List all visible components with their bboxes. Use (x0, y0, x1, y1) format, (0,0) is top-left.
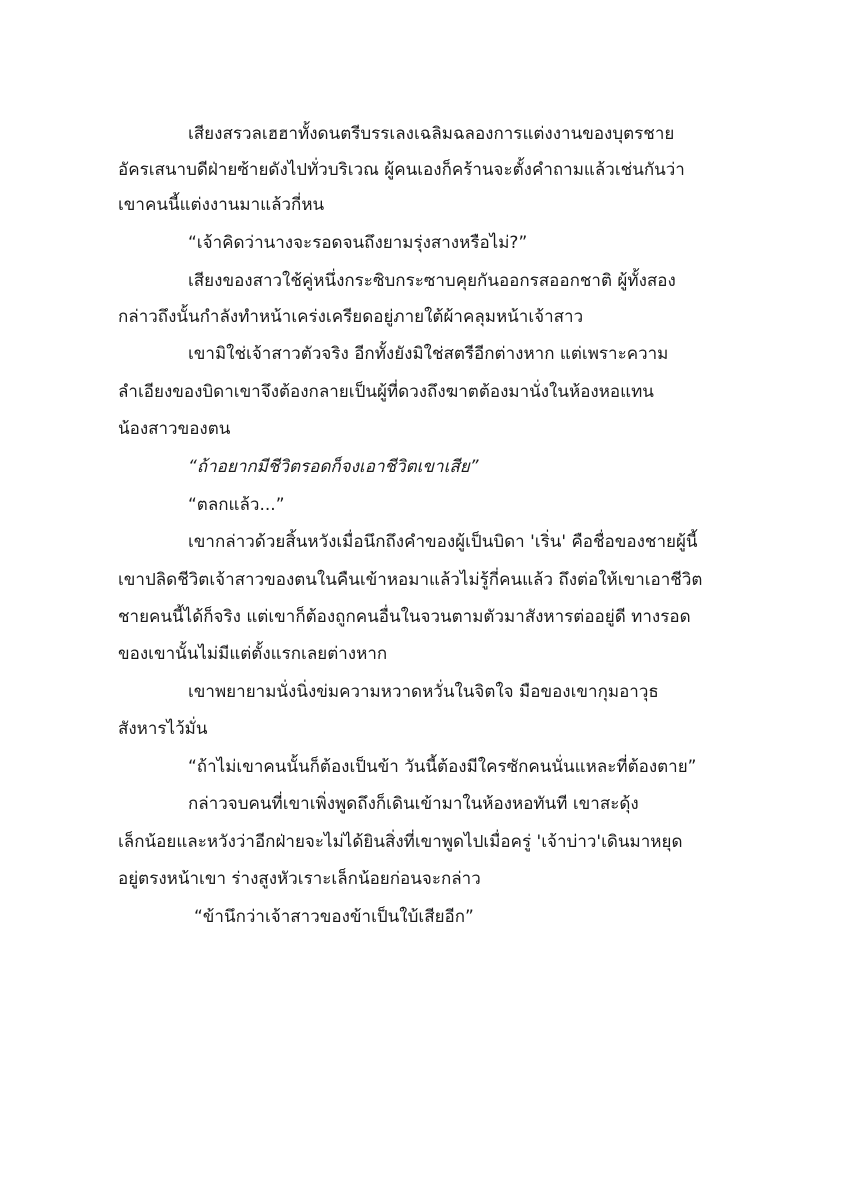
dialogue-line: “ถ้าไม่เขาคนนั้นก็ต้องเป็นข้า วันนี้ต้องมีใครซักคนนั่นแหละที่ต้องตาย” (188, 757, 697, 777)
paragraph-line: กล่าวถึงนั้นกำลังทำหน้าเคร่งเครียดอยู่ภายใต้ผ้าคลุมหน้าเจ้าสาว (118, 307, 584, 327)
paragraph-line: ลำเอียงของบิดาเขาจึงต้องกลายเป็นผู้ที่ดวงถึงฆาตต้องมานั่งในห้องหอแทน (118, 382, 654, 402)
paragraph-line: อัครเสนาบดีฝ่ายซ้ายดังไปทั่วบริเวณ ผู้คนเองก็คร้านจะตั้งคำถามแล้วเช่นกันว่า (118, 160, 685, 180)
paragraph-line: เขาปลิดชีวิตเจ้าสาวของตนในคืนเข้าหอมาแล้วไม่รู้กี่คนแล้ว ถึงต่อให้เขาเอาชีวิต (118, 570, 703, 590)
paragraph-line: ชายคนนี้ได้ก็จริง แต่เขาก็ต้องถูกคนอื่นในจวนตามตัวมาสังหารต่ออยู่ดี ทางรอด (118, 607, 691, 627)
paragraph-line: อยู่ตรงหน้าเขา ร่างสูงหัวเราะเล็กน้อยก่อนจะกล่าว (118, 869, 481, 889)
italic-dialogue-line: “ถ้าอยากมีชีวิตรอดก็จงเอาชีวิตเขาเสีย” (188, 457, 479, 477)
dialogue-line: “เจ้าคิดว่านางจะรอดจนถึงยามรุ่งสางหรือไม่?” (188, 233, 528, 253)
paragraph-line: กล่าวจบคนที่เขาเพิ่งพูดถึงก็เดินเข้ามาในห้องหอทันที เขาสะดุ้ง (188, 794, 639, 814)
paragraph-line: เขาพยายามนั่งนิ่งข่มความหวาดหวั่นในจิตใจ มือของเขากุมอาวุธ (188, 682, 659, 702)
paragraph-line: เล็กน้อยและหวังว่าอีกฝ่ายจะไม่ได้ยินสิ่งที่เขาพูดไปเมื่อครู่ 'เจ้าบ่าว'เดินมาหยุด (118, 832, 683, 852)
paragraph-line: เขาคนนี้แต่งงานมาแล้วกี่หน (118, 195, 325, 215)
paragraph-line: เขามิใช่เจ้าสาวตัวจริง อีกทั้งยังมิใช่สตรีอีกต่างหาก แต่เพราะความ (188, 344, 669, 364)
paragraph-line: เขากล่าวด้วยสิ้นหวังเมื่อนึกถึงคำของผู้เป็นบิดา 'เริ่น' คือชื่อของชายผู้นี้ (188, 532, 698, 552)
dialogue-line: “ตลกแล้ว...” (188, 495, 285, 515)
paragraph-line: สังหารไว้มั่น (118, 719, 208, 739)
paragraph-line: ของเขานั้นไม่มีแต่ตั้งแรกเลยต่างหาก (118, 644, 388, 664)
paragraph-line: เสียงของสาวใช้คู่หนึ่งกระซิบกระซาบคุยกันออกรสออกชาติ ผู้ทั้งสอง (188, 271, 676, 291)
paragraph-line: น้องสาวของตน (118, 419, 231, 439)
dialogue-line: “ข้านึกว่าเจ้าสาวของข้าเป็นใบ้เสียอีก” (194, 907, 474, 927)
paragraph-line: เสียงสรวลเฮฮาทั้งดนตรีบรรเลงเฉลิมฉลองการแต่งงานของบุตรชาย (188, 124, 675, 144)
